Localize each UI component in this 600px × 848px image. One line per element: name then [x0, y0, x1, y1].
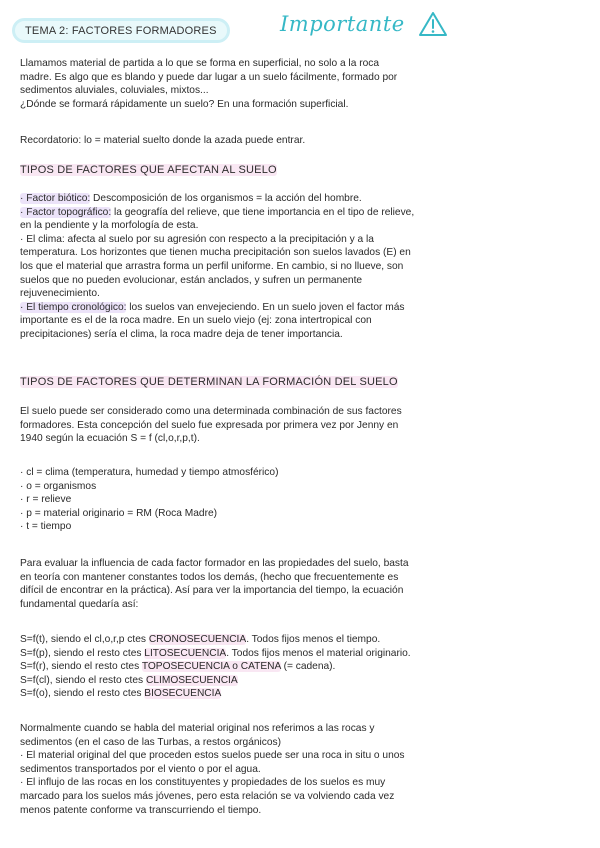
factor-tiempo: · El tiempo cronológico: los suelos van envejeciendo. En un suelo joven el factor más	[20, 301, 405, 313]
page-title: TEMA 2: FACTORES FORMADORES	[12, 18, 230, 43]
list-item: · t = tiempo	[20, 521, 72, 533]
sequence-lito: S=f(p), siendo el resto ctes LITOSECUENCIA. Todos fijos menos el material originario.	[20, 647, 411, 659]
importante-stamp: Importante	[280, 12, 405, 36]
evaluate-paragraph: Para evaluar la influencia de cada factor formador en las propiedades del suelo, basta en teoría con mantener constantes todos los demás, (hecho que frecuentemente es difícil de encontrar en la práctica). Así para ver la importancia del tiempo, la ecuación fundamental quedaría así:	[20, 558, 409, 610]
sequence-topo: S=f(r), siendo el resto ctes TOPOSECUENCIA o CATENA (= cadena).	[20, 661, 336, 673]
reminder-line: Recordatorio: lo = material suelto donde la azada puede entrar.	[20, 135, 306, 146]
section-heading-formation: TIPOS DE FACTORES QUE DETERMINAN LA FORMACIÓN DEL SUELO	[20, 376, 398, 388]
intro-paragraph: Llamamos material de partida a lo que se forma en superficial, no solo a la roca madre. Es algo que es blando y puede dar lugar a un suelo fácilmente, formado por sedimentos aluviales, coluviales, mixtos... ¿Dónde se formará rápidamente un suelo? En una formación superficial.	[20, 58, 398, 110]
factor-biotico: · Factor biótico: Descomposición de los organismos = la acción del hombre.	[20, 193, 362, 204]
list-item: · o = organismos	[20, 480, 97, 492]
sequence-climo: S=f(cl), siendo el resto ctes CLIMOSECUENCIA	[20, 674, 238, 686]
list-item: · p = material originario = RM (Roca Madre)	[20, 507, 218, 519]
warning-triangle-icon	[418, 11, 448, 37]
list-item: · cl = clima (temperatura, humedad y tiempo atmosférico)	[20, 467, 279, 478]
closing-paragraph: Normalmente cuando se habla del material original nos referimos a las rocas y sedimentos (en el caso de las Turbas, a restos orgánicos) · El material original del que proceden estos suelos puede ser una roca in situ o unos sedimentos transportados por el viento o por el agua. · El influjo de las rocas en los constituyentes y propiedades de los suelos es muy marcado para los suelos más jóvenes, pero esta relación se va volviendo cada vez menos patente conforme va transcurriendo el tiempo.	[20, 723, 405, 816]
variables-list	[20, 466, 580, 534]
factors-list: · Factor biótico: Descomposición de los organismos = la acción del hombre. · Factor topográfico: la geografía del relieve, que tiene importancia en el tipo de relieve, en la pendiente y la morfología de esta. · El clima: afecta al suelo por su agresión con respecto a la precipitación y a la temperatura. Los horizontes que tienen mucha precipitación son suelos lavados (E) en los que el material que arrastra forma un perfil uniforme. En cambio, si no llueve, son suelos que no pueden evolucionar, están anclados, y sufren un permanente rejuvenecimiento. · El tiempo cronológico: los suelos van envejeciendo. En un suelo joven el factor más importante es el de la roca madre. En un suelo viejo (ej: zona intertropical con precipitaciones) sería el clima, la roca madre deja de tener importancia.	[20, 192, 580, 342]
jenny-paragraph: El suelo puede ser considerado como una determinada combinación de sus factores formadores. Esta concepción del suelo fue expresada por primera vez por Jenny en 1940 según la ecuación S = f (cl,o,r,p,t).	[20, 406, 402, 445]
sequence-bio: S=f(o), siendo el resto ctes BIOSECUENCIA	[20, 688, 222, 700]
sequence-crono: S=f(t), siendo el cl,o,r,p ctes CRONOSECUENCIA. Todos fijos menos el tiempo.	[20, 634, 381, 645]
factor-topografico: · Factor topográfico: la geografía del relieve, que tiene importancia en el tipo de relieve,	[20, 206, 415, 218]
list-item: · r = relieve	[20, 494, 72, 506]
sequences-list	[20, 633, 580, 701]
section-heading-factors: TIPOS DE FACTORES QUE AFECTAN AL SUELO	[20, 164, 277, 176]
factor-clima: · El clima: afecta al suelo por su agresión con respecto a la precipitación y a la	[20, 233, 374, 245]
